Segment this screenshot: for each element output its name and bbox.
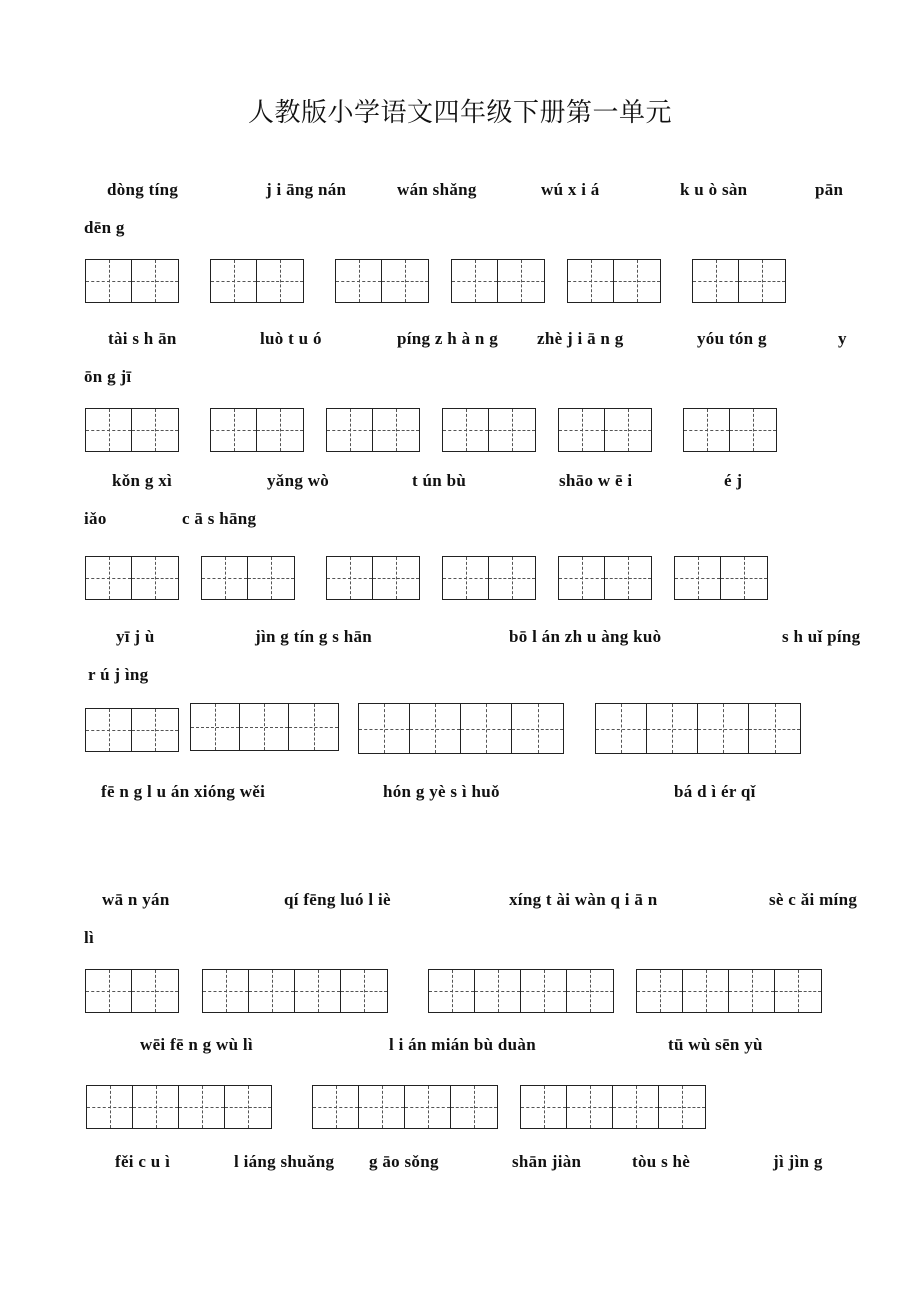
pinyin: fē n g l u án xióng wěi: [101, 782, 266, 801]
pinyin: pān: [815, 180, 844, 199]
writing-grid[interactable]: [201, 556, 295, 600]
pinyin: píng z h à n g: [397, 329, 499, 348]
pinyin: xíng t ài wàn q i ā n: [509, 890, 658, 909]
pinyin: jì jìn g: [773, 1152, 823, 1171]
pinyin: wā n yán: [102, 890, 170, 909]
pinyin: yī j ù: [116, 627, 155, 646]
writing-grid[interactable]: [674, 556, 768, 600]
pinyin: wēi fē n g wù lì: [140, 1035, 253, 1054]
pinyin: hón g yè s ì huǒ: [383, 782, 500, 801]
writing-grid[interactable]: [636, 969, 822, 1013]
writing-grid[interactable]: [683, 408, 777, 452]
pinyin: fěi c u ì: [115, 1152, 171, 1171]
pinyin: wán shǎng: [397, 180, 477, 199]
writing-grid[interactable]: [85, 408, 179, 452]
pinyin: lì: [84, 928, 95, 947]
writing-grid[interactable]: [595, 703, 801, 754]
pinyin: jìn g tín g s hān: [255, 627, 373, 646]
writing-grid[interactable]: [85, 259, 179, 303]
pinyin: qí fēng luó l iè: [284, 890, 391, 909]
writing-grid[interactable]: [326, 556, 420, 600]
writing-grid[interactable]: [520, 1085, 706, 1129]
writing-grid[interactable]: [558, 408, 652, 452]
pinyin: tū wù sēn yù: [668, 1035, 763, 1054]
pinyin: dēn g: [84, 218, 125, 237]
writing-grid[interactable]: [692, 259, 786, 303]
pinyin: ōn g jī: [84, 367, 132, 386]
pinyin: bá d ì ér qǐ: [674, 782, 756, 801]
writing-grid[interactable]: [558, 556, 652, 600]
pinyin: k u ò sàn: [680, 180, 748, 199]
writing-grid[interactable]: [210, 408, 304, 452]
writing-grid[interactable]: [428, 969, 614, 1013]
pinyin: iǎo: [84, 509, 107, 528]
writing-grid[interactable]: [326, 408, 420, 452]
writing-grid[interactable]: [335, 259, 429, 303]
pinyin: tài s h ān: [108, 329, 177, 348]
pinyin: sè c ǎi míng: [769, 890, 858, 909]
writing-grid[interactable]: [442, 556, 536, 600]
writing-grid[interactable]: [86, 1085, 272, 1129]
writing-grid[interactable]: [85, 969, 179, 1013]
writing-grid[interactable]: [202, 969, 388, 1013]
pinyin: luò t u ó: [260, 329, 322, 348]
pinyin: r ú j ìng: [88, 665, 149, 684]
writing-grid[interactable]: [567, 259, 661, 303]
pinyin: dòng tíng: [107, 180, 179, 199]
page-title: 人教版小学语文四年级下册第一单元: [247, 98, 672, 128]
writing-grid[interactable]: [358, 703, 564, 754]
pinyin: zhè j i ā n g: [537, 329, 624, 348]
pinyin: c ā s hāng: [182, 509, 257, 528]
writing-grid[interactable]: [451, 259, 545, 303]
pinyin: shān jiàn: [512, 1152, 582, 1171]
pinyin: s h uǐ píng: [782, 627, 861, 646]
pinyin: shāo w ē i: [559, 471, 633, 490]
pinyin: é j: [724, 471, 743, 490]
pinyin: bō l án zh u àng kuò: [509, 627, 662, 646]
pinyin: tòu s hè: [632, 1152, 691, 1171]
pinyin: y: [838, 329, 847, 348]
writing-grid[interactable]: [210, 259, 304, 303]
pinyin: yǎng wò: [267, 471, 330, 490]
writing-grid[interactable]: [442, 408, 536, 452]
writing-grid[interactable]: [312, 1085, 498, 1129]
writing-grid[interactable]: [85, 708, 179, 752]
pinyin: g āo sǒng: [369, 1152, 439, 1171]
pinyin: l iáng shuǎng: [234, 1152, 335, 1171]
pinyin: wú x i á: [541, 180, 600, 199]
pinyin: l i án mián bù duàn: [389, 1035, 536, 1054]
pinyin: yóu tón g: [697, 329, 767, 348]
writing-grid[interactable]: [190, 703, 339, 751]
pinyin: kǒn g xì: [112, 471, 173, 490]
pinyin: j i āng nán: [266, 180, 347, 199]
writing-grid[interactable]: [85, 556, 179, 600]
pinyin: t ún bù: [412, 471, 467, 490]
